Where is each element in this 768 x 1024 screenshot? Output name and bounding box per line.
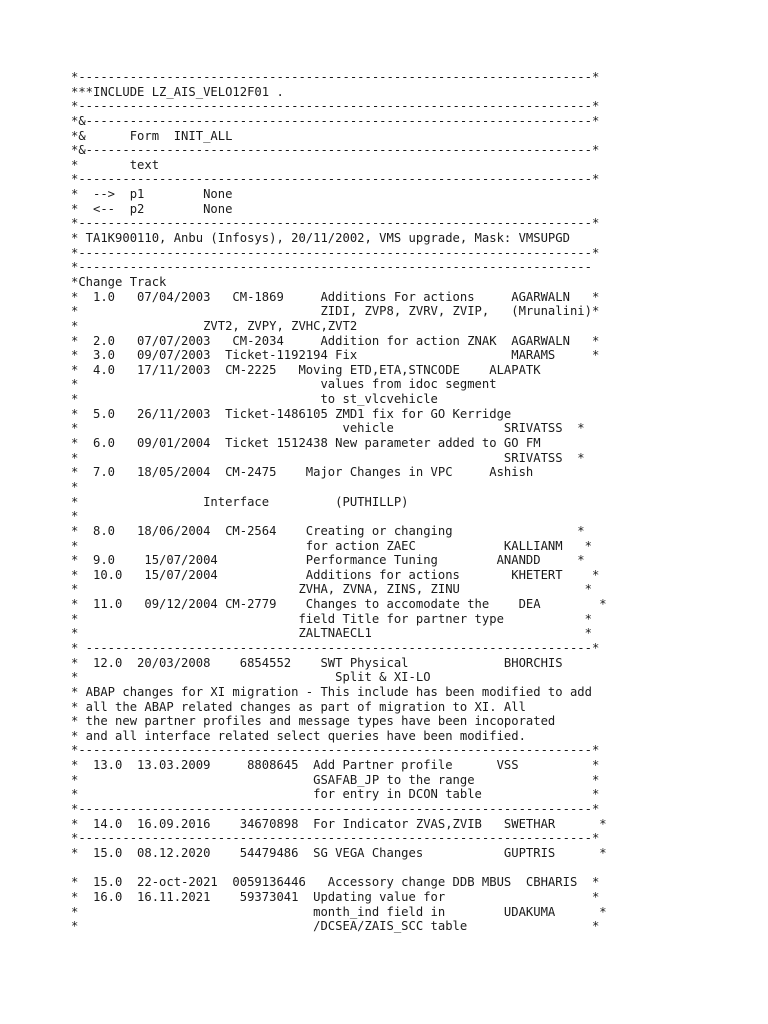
code-line: * SRIVATSS * [71,450,585,465]
code-line: * GSAFAB_JP to the range * [71,772,600,787]
code-line: *---------------------------------------------------------------------- [71,260,592,275]
code-line: * 5.0 26/11/2003 Ticket-1486105 ZMD1 fix for GO Kerridge [71,406,512,421]
code-line: * 4.0 17/11/2003 CM-2225 Moving ETD,ETA,STNCODE ALAPATK [71,362,541,377]
code-line: * 16.0 16.11.2021 59373041 Updating value for * [71,889,600,904]
code-line: *----------------------------------------------------------------------* [71,70,600,84]
code-line: *----------------------------------------------------------------------* [71,743,600,758]
code-line: * 9.0 15/07/2004 Performance Tuning ANANDD * [71,553,585,568]
code-line: *&---------------------------------------------------------------------* [71,113,600,128]
code-line: * values from idoc segment [71,377,497,392]
code-line: *----------------------------------------------------------------------* [71,802,600,817]
code-line: * TA1K900110, Anbu (Infosys), 20/11/2002, VMS upgrade, Mask: VMSUPGD [71,231,570,246]
code-line: * <-- p2 None [71,201,233,216]
code-line: *Change Track [71,274,167,289]
code-line: * Interface (PUTHILLP) [71,494,409,509]
code-line: * Split & XI-LO [71,670,431,685]
code-line: * 6.0 09/01/2004 Ticket 1512438 New parameter added to GO FM [71,436,541,451]
code-line: * to st_vlcvehicle [71,392,438,407]
code-line: * ---------------------------------------------------------------------* [71,640,600,655]
code-line: * /DCSEA/ZAIS_SCC table * [71,919,600,934]
code-line: * for action ZAEC KALLIANM * [71,538,592,553]
code-line: * 1.0 07/04/2003 CM-1869 Additions For actions AGARWALN * [71,289,600,304]
code-line: *&---------------------------------------------------------------------* [71,143,600,158]
code-line: * ABAP changes for XI migration - This include has been modified to add [71,684,592,699]
code-line: *----------------------------------------------------------------------* [71,216,600,231]
code-line: ***INCLUDE LZ_AIS_VELO12F01 . [71,84,284,99]
code-line: * the new partner profiles and message types have been incoporated [71,714,556,729]
code-line: * 10.0 15/07/2004 Additions for actions KHETERT * [71,567,600,582]
code-line: * field Title for partner type * [71,611,592,626]
code-line: * 8.0 18/06/2004 CM-2564 Creating or changing * [71,523,585,538]
code-line: * [71,479,79,494]
code-line: * ZIDI, ZVP8, ZVRV, ZVIP, (Mrunalini)* [71,304,600,319]
code-line: * ZVHA, ZVNA, ZINS, ZINU * [71,582,592,597]
code-line: * 13.0 13.03.2009 8808645 Add Partner profile VSS * [71,758,600,773]
code-line: * --> p1 None [71,187,233,202]
code-line: * 2.0 07/07/2003 CM-2034 Addition for action ZNAK AGARWALN * [71,333,600,348]
code-line: * 14.0 16.09.2016 34670898 For Indicator ZVAS,ZVIB SWETHAR * [71,816,607,831]
source-listing [71,70,631,934]
code-line: *----------------------------------------------------------------------* [71,172,600,187]
code-line: * vehicle SRIVATSS * [71,421,585,436]
code-line: * all the ABAP related changes as part of migration to XI. All [71,699,526,714]
code-line: * text [71,157,160,172]
code-line [71,861,631,876]
code-line: * 15.0 08.12.2020 54479486 SG VEGA Changes GUPTRIS * [71,845,607,860]
code-line: * 15.0 22-oct-2021 0059136446 Accessory change DDB MBUS CBHARIS * [71,875,600,890]
code-line: *----------------------------------------------------------------------* [71,99,600,114]
code-line: *& Form INIT_ALL [71,128,233,143]
code-line: * month_ind field in UDAKUMA * [71,904,607,919]
code-line: * ZALTNAECL1 * [71,626,592,641]
code-line: * for entry in DCON table * [71,787,600,802]
code-line: * 3.0 09/07/2003 Ticket-1192194 Fix MARAMS * [71,348,600,363]
code-line: * [71,509,79,524]
code-line: * 7.0 18/05/2004 CM-2475 Major Changes in VPC Ashish [71,465,534,480]
code-line: *----------------------------------------------------------------------* [71,831,600,846]
code-line: * and all interface related select queries have been modified. [71,728,526,743]
code-line: * 11.0 09/12/2004 CM-2779 Changes to accomodate the DEA * [71,597,607,612]
code-line: * ZVT2, ZVPY, ZVHC,ZVT2 [71,318,358,333]
code-line: *----------------------------------------------------------------------* [71,245,600,260]
code-line: * 12.0 20/03/2008 6854552 SWT Physical BHORCHIS [71,655,563,670]
